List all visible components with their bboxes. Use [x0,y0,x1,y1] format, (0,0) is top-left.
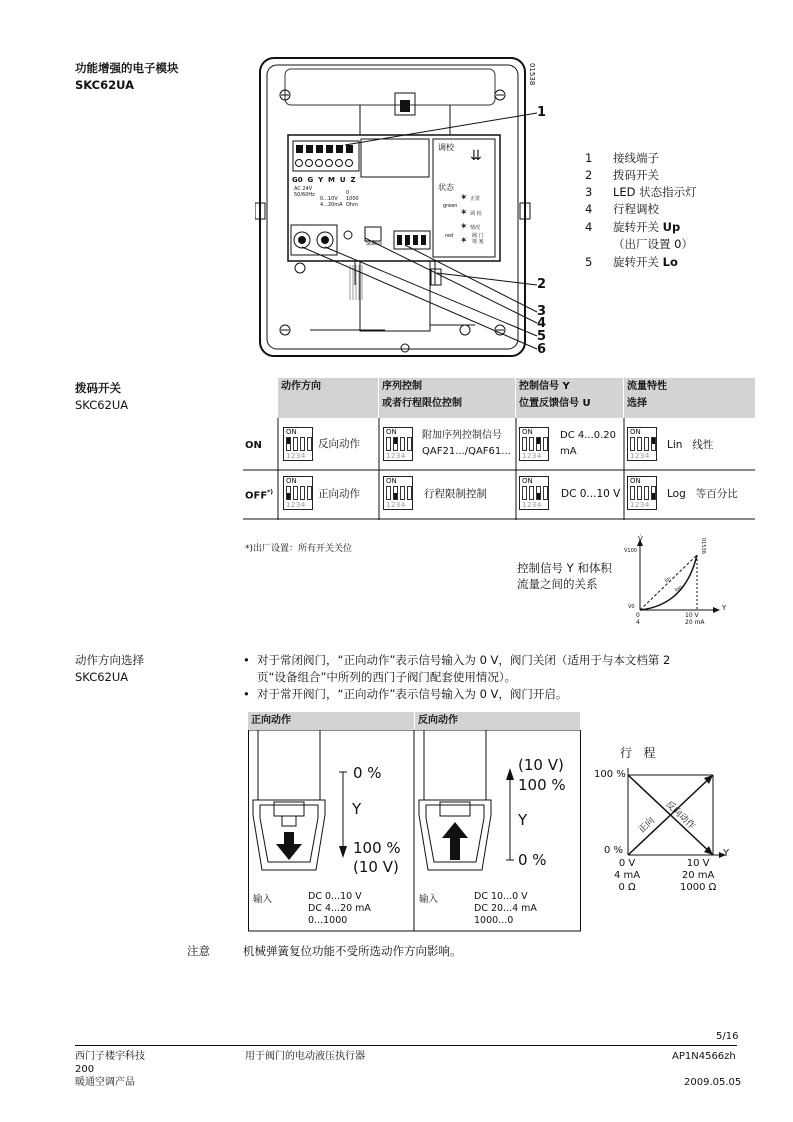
left-bottom-value: 100 % [353,839,401,857]
stroke-y100: 100 % [594,769,626,780]
right-top-value-2: (10 V) [518,756,564,774]
off-sequence-text: 行程限制控制 [424,488,487,500]
on-signal-text: DC 4...0.20 mA [560,430,617,457]
off-flow-text: Log 等百分比 [667,488,738,500]
dip-off-1-icon: ON 1234 [283,476,313,510]
right-input-label: 输入 [419,894,439,905]
left-bottom-value-2: (10 V) [353,858,399,876]
header-sequence: 序列控制 或者行程限位控制 [379,378,515,418]
stroke-x-right: 10 V 20 mA 1000 Ω [680,858,717,893]
legend-item: 4 旋转开关 Up [585,220,681,234]
legend-item: 1 接线端子 [585,151,659,165]
note-text: 机械弹簧复位功能不受所选动作方向影响。 [243,944,462,958]
section1-title: 功能增强的电子模块 [75,61,179,75]
note-label: 注意 [187,944,210,958]
section3-model: SKC62UA [75,670,129,684]
stroke-reverse-label: 反向动作 [663,799,697,832]
stroke-chart-title: 行 程 [620,746,656,760]
led-jam-icon: ✶ [460,236,468,246]
callout-4: 4 [537,316,547,331]
dip-on-2-icon: ON 1234 [383,427,413,461]
red-label: red [445,233,454,239]
panel-left-header: 正向动作 [248,712,414,730]
callout-3: 3 [537,304,547,319]
normal-label: 正常 [470,196,481,202]
led-green-icon: ✶ [460,193,468,203]
flow-caption: 控制信号 Y 和体积 流量之间的关系 [517,561,612,591]
flow-v-label: V̇ [638,535,643,543]
right-bottom-value: 0 % [518,851,547,869]
section1-model: SKC62UA [75,78,135,92]
on-sequence-text: 附加序列控制信号 QAF21.../QAF61... [422,430,511,457]
stroke-x-left: 0 V 4 mA 0 Ω [614,858,641,893]
row-off-label: OFF*) [245,489,274,502]
figure-code: 01538 [528,63,536,86]
fault-label: 情况 [470,225,481,231]
row-on-label: ON [245,440,262,451]
on-flow-text: Lin 线性 [667,439,714,451]
callout-6: 6 [537,342,547,357]
page-number: 5/16 [716,1031,739,1042]
callout-2: 2 [537,277,547,292]
led-fault-icon: ✶ [460,222,468,232]
footer-doc-title: 用于阀门的电动液压执行器 [245,1051,365,1062]
callout-5: 5 [537,329,547,344]
stroke-forward-label: 正向 [637,815,658,836]
panel-right-header: 反向动作 [415,712,580,730]
section2-title: 拨码开关 [75,381,121,395]
header-signal: 控制信号 Y 位置反馈信号 U [516,378,623,418]
footer-company: 西门子楼宇科技 [75,1051,145,1062]
on-direction-text: 反向动作 [318,438,360,450]
flow-chart [625,535,725,630]
dip-on-4-icon: ON 1234 [627,427,657,461]
legend-item: 2 拨码开关 [585,168,659,182]
ac-spec: AC 24V 50/60Hz [294,186,315,198]
footer-date: 2009.05.05 [684,1077,742,1088]
dip-off-3-icon: ON 1234 [519,476,549,510]
legend-item: （出厂设置 0） [613,237,693,251]
status-label: 状态 [438,183,454,192]
flow-code: 01536 [700,538,706,554]
flow-x-right: 10 V 20 mA [685,612,705,626]
section2-model: SKC62UA [75,398,129,412]
left-input-label: 输入 [253,894,273,905]
legend-item: 5 旋转开关 Lo [585,255,678,269]
green-label: green [443,203,458,209]
off-signal-text: DC 0...10 V [561,488,621,500]
left-y-label: Y [352,800,362,818]
flow-log: log [674,584,684,594]
module-drawing [255,55,555,365]
right-y-label: Y [518,811,528,829]
calib-label: 调校 [438,143,454,152]
adjust-label: 调 校 [470,211,482,217]
right-top-value: 100 % [518,776,566,794]
signal-spec: 0...10V 4...20mA [320,196,343,208]
legend-item: 4 行程调校 [585,202,659,216]
flow-v100: V̇100 [624,548,637,554]
dip-on-1-icon: ON 1234 [283,427,313,461]
stroke-y0: 0 % [604,845,624,856]
flow-lin: lin [663,575,673,585]
valve-jam-label: 阀 门 堵 塞 [472,233,484,245]
status-button-label: Status [366,241,382,247]
section3-title: 动作方向选择 [75,653,144,667]
terminal-labels: G0 G Y M U Z [292,176,356,184]
dip-off-4-icon: ON 1234 [627,476,657,510]
left-input-ranges: DC 0...10 V DC 4...20 mA 0...1000 [308,891,371,926]
factory-footnote: *)出厂设置：所有开关关位 [245,544,353,554]
ohm-spec: 0 1000 Ohm [346,190,359,208]
flow-y-axis: Y [722,604,727,612]
legend-item: 3 LED 状态指示灯 [585,185,697,199]
footer-divider [75,1045,737,1046]
led-adjust-icon: ✶ [460,208,468,218]
flow-x-left: 0 4 [636,612,640,626]
footer-division: 暖通空调产品 [75,1077,135,1088]
flow-v0: V̇0 [628,604,635,610]
right-input-ranges: DC 10...0 V DC 20...4 mA 1000...0 [474,891,537,926]
dip-off-2-icon: ON 1234 [383,476,413,510]
stroke-y-axis: Y [723,848,730,859]
left-top-value: 0 % [353,764,382,782]
dip-on-3-icon: ON 1234 [519,427,549,461]
footer-doc-code: AP1N4566zh [672,1051,736,1062]
off-direction-text: 正向动作 [318,488,360,500]
footer-number: 200 [75,1064,95,1075]
header-flow: 流量特性 选择 [624,378,755,418]
callout-1: 1 [537,105,547,120]
header-direction: 动作方向 [278,378,378,418]
calib-arrows-icon: ⇊ [470,148,482,164]
